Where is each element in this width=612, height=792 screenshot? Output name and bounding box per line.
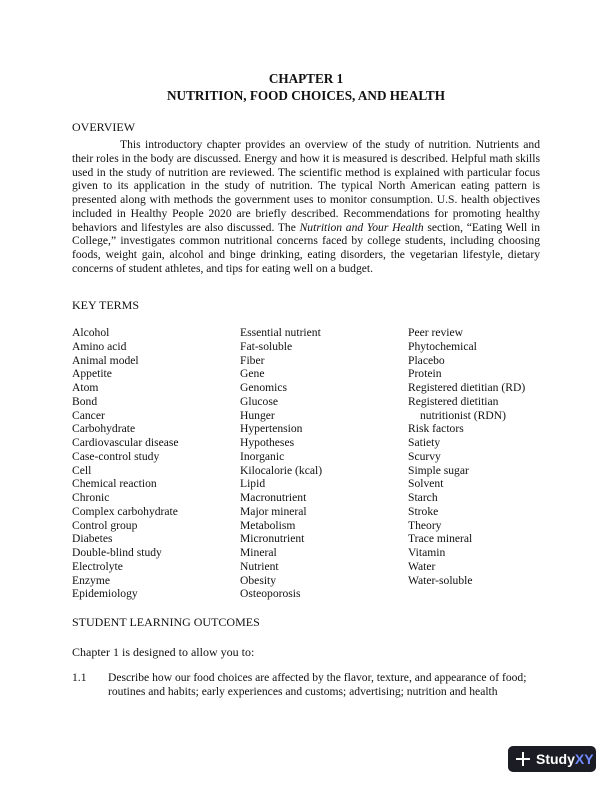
overview-heading: OVERVIEW — [72, 120, 136, 134]
key-term: Peer review — [408, 326, 464, 339]
key-term: Risk factors — [408, 422, 464, 436]
chapter-heading — [72, 70, 540, 104]
key-term: Chronic — [72, 491, 110, 504]
key-term: Water — [408, 559, 436, 573]
key-term: Registered dietitian (RD) — [408, 381, 526, 394]
key-term: Inorganic — [240, 449, 285, 463]
key-term: Phytochemical — [408, 339, 477, 353]
key-term: Complex carbohydrate — [72, 504, 178, 518]
key-term: Animal model — [72, 353, 139, 367]
key-term: Micronutrient — [240, 532, 305, 546]
key-term: Lipid — [240, 477, 266, 491]
key-term: Electrolyte — [72, 559, 123, 573]
plus-sparkle-icon — [516, 752, 530, 766]
key-term: Chemical reaction — [72, 477, 157, 491]
key-term: Trace mineral — [408, 532, 473, 546]
key-term: Starch — [408, 491, 438, 504]
key-term: Enzyme — [72, 573, 110, 587]
key-term: Theory — [408, 518, 442, 532]
key-term: Epidemiology — [72, 587, 138, 601]
key-term: Control group — [72, 518, 138, 532]
key-term: Genomics — [240, 381, 288, 394]
key-term: Stroke — [408, 504, 439, 518]
key-term: Double-blind study — [72, 546, 162, 559]
key-term: Registered dietitian — [408, 394, 499, 408]
overview-text-start: This introductory chapter provides an overview of the study of nutrition. Nutrients and their roles in the body are discussed. Energy and how it is measured is described. Helpful math skills used in the study of nutrition are reviewed. The scientific method is explained with particular focus given to its application in the study of nutrition. The typical North American eating pattern is presented along with methods the government uses to monitor consumption. U.S. health objectives included in Healthy People 2020 are briefly described. Recommendations for promoting healthy behaviors and lifestyles are also discussed. The — [72, 138, 540, 234]
key-term: Gene — [240, 367, 265, 381]
key-term: Cell — [72, 463, 92, 477]
key-term: Simple sugar — [408, 463, 469, 477]
key-term: Solvent — [408, 477, 444, 491]
key-term: Obesity — [240, 573, 277, 587]
key-term: Protein — [408, 367, 442, 381]
key-terms-column-1 — [72, 326, 240, 601]
key-term: Hypotheses — [240, 436, 295, 449]
key-term: Amino acid — [72, 339, 127, 353]
overview-text-end: section, “Eating Well in College,” investigates common nutritional concerns faced by college students, including choosing foods, weight gain, alcohol and binge drinking, eating disorders, the vegetarian lifestyle, dietary concerns of student athletes, and tips for eating well on a budget. — [72, 220, 540, 275]
key-term: Hypertension — [240, 422, 303, 436]
key-term: Hunger — [240, 408, 275, 422]
key-term: Major mineral — [240, 504, 307, 518]
studyxy-badge[interactable] — [508, 746, 596, 772]
key-term: Appetite — [72, 367, 112, 381]
key-term: Glucose — [240, 394, 278, 408]
key-term: Diabetes — [72, 532, 113, 546]
learning-outcomes-heading: STUDENT LEARNING OUTCOMES — [72, 615, 260, 629]
badge-brand-xy: XY — [574, 751, 594, 767]
key-term: Fat-soluble — [240, 339, 293, 353]
key-term: Satiety — [408, 436, 441, 449]
chapter-number: CHAPTER 1 — [268, 71, 344, 86]
key-term: Water-soluble — [408, 573, 473, 587]
key-term: Osteoporosis — [240, 587, 301, 601]
key-term: Case-control study — [72, 449, 160, 463]
overview-italic-title: Nutrition and Your Health — [299, 220, 424, 234]
key-term: Essential nutrient — [240, 326, 321, 339]
key-term: Atom — [72, 381, 99, 394]
key-terms-heading: KEY TERMS — [72, 298, 140, 312]
key-term: nutritionist (RDN) — [420, 408, 506, 422]
key-terms-list — [72, 326, 540, 601]
key-term: Mineral — [240, 546, 277, 559]
chapter-title: NUTRITION, FOOD CHOICES, AND HEALTH — [167, 88, 445, 103]
key-term: Nutrient — [240, 559, 279, 573]
outcome-number: 1.1 — [72, 671, 87, 684]
key-terms-column-2 — [240, 326, 408, 601]
key-term: Bond — [72, 394, 98, 408]
key-term: Vitamin — [408, 546, 446, 559]
badge-brand-study: Study — [536, 751, 575, 767]
key-term: Fiber — [240, 353, 265, 367]
outcomes-intro: Chapter 1 is designed to allow you to: — [72, 645, 255, 659]
overview-paragraph — [72, 138, 540, 276]
key-term: Cardiovascular disease — [72, 436, 179, 449]
key-term: Placebo — [408, 353, 445, 367]
key-term: Cancer — [72, 408, 105, 422]
key-term: Metabolism — [240, 518, 296, 532]
key-term: Kilocalorie (kcal) — [240, 463, 323, 477]
outcome-text: Describe how our food choices are affected by the flavor, texture, and appearance of food; routines and habits; early experiences and customs; advertising; nutrition and health — [108, 671, 527, 698]
key-term: Scurvy — [408, 449, 441, 463]
outcome-item — [72, 671, 540, 699]
key-term: Alcohol — [72, 326, 110, 339]
key-term: Macronutrient — [240, 491, 307, 504]
key-terms-column-3 — [408, 326, 540, 601]
key-term: Carbohydrate — [72, 422, 136, 436]
